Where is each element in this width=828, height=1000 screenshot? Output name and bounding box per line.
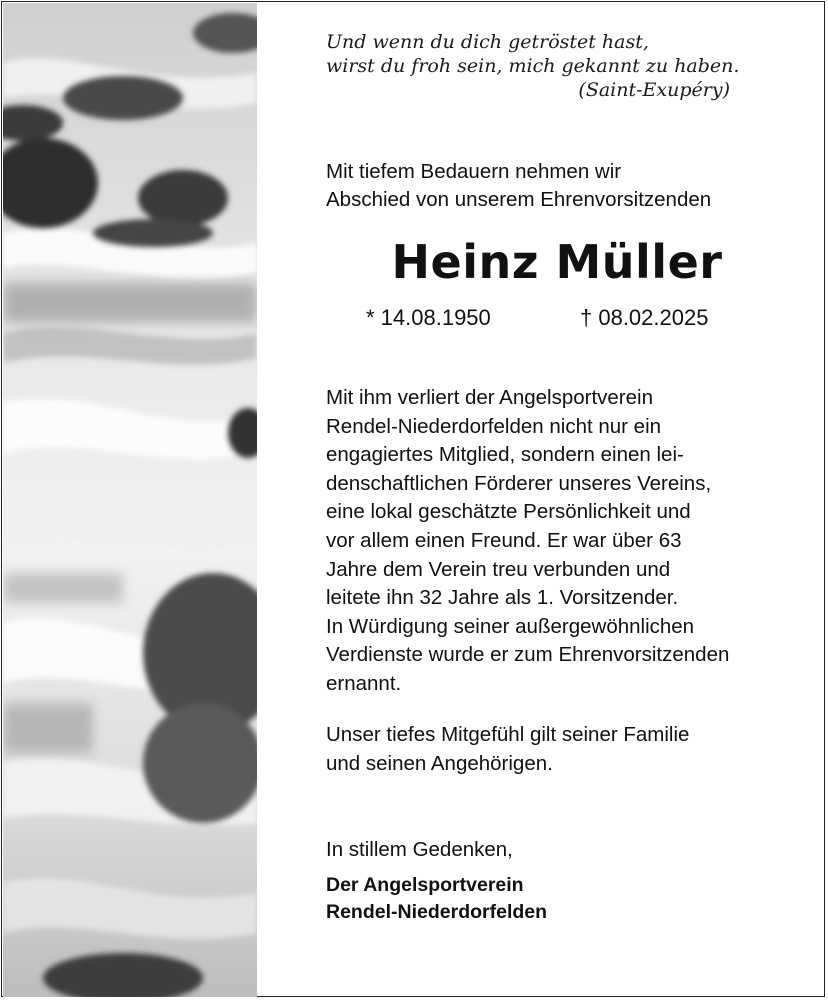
signature-line: Der Angelsportverein [326,874,524,896]
stream-photo [3,3,257,997]
sympathy-line: Unser tiefes Mitgefühl gilt seiner Familie [326,723,690,746]
intro-line: Abschied von unserem Ehrenvorsitzenden [326,188,712,211]
tribute-line: Jahre dem Verein treu verbunden und [326,557,671,581]
epigraph-quote [326,30,796,102]
signature-block [326,872,806,926]
tribute-text [326,384,806,699]
sympathy-line: und seinen Angehörigen. [326,751,553,775]
quote-line: Und wenn du dich getröstet hast, [326,31,649,53]
tribute-line: ernannt. [326,671,402,695]
deceased-name: Heinz Müller [391,235,723,289]
signature-line: Rendel-Niederdorfelden [326,901,548,923]
tribute-line: engagiertes Mitglied, sondern einen lei- [326,443,684,467]
quote-author: (Saint-Exupéry) [578,79,730,101]
tribute-line: vor allem einen Freund. Er war über 63 [326,528,682,552]
birth-date: * 14.08.1950 [366,305,491,330]
tribute-line: denschaftlichen Förderer unseres Vereins, [326,471,712,495]
closing-phrase: In stillem Gedenken, [326,838,513,861]
quote-line: wirst du froh sein, mich gekannt zu haben. [326,55,740,77]
sympathy-text [326,721,806,778]
intro-line: Mit tiefem Bedauern nehmen wir [326,160,622,183]
tribute-line: Mit ihm verliert der Angelsportverein [326,386,653,409]
tribute-line: eine lokal geschätzte Persönlichkeit und [326,500,691,524]
intro-text [326,158,806,214]
tribute-line: In Würdigung seiner außergewöhnlichen [326,614,695,638]
tribute-line: Rendel-Niederdorfelden nicht nur ein [326,414,662,438]
death-date: † 08.02.2025 [580,305,709,330]
tribute-line: leitete ihn 32 Jahre als 1. Vorsitzender. [326,586,679,610]
tribute-line: Verdienste wurde er zum Ehrenvorsitzenden [326,643,730,667]
